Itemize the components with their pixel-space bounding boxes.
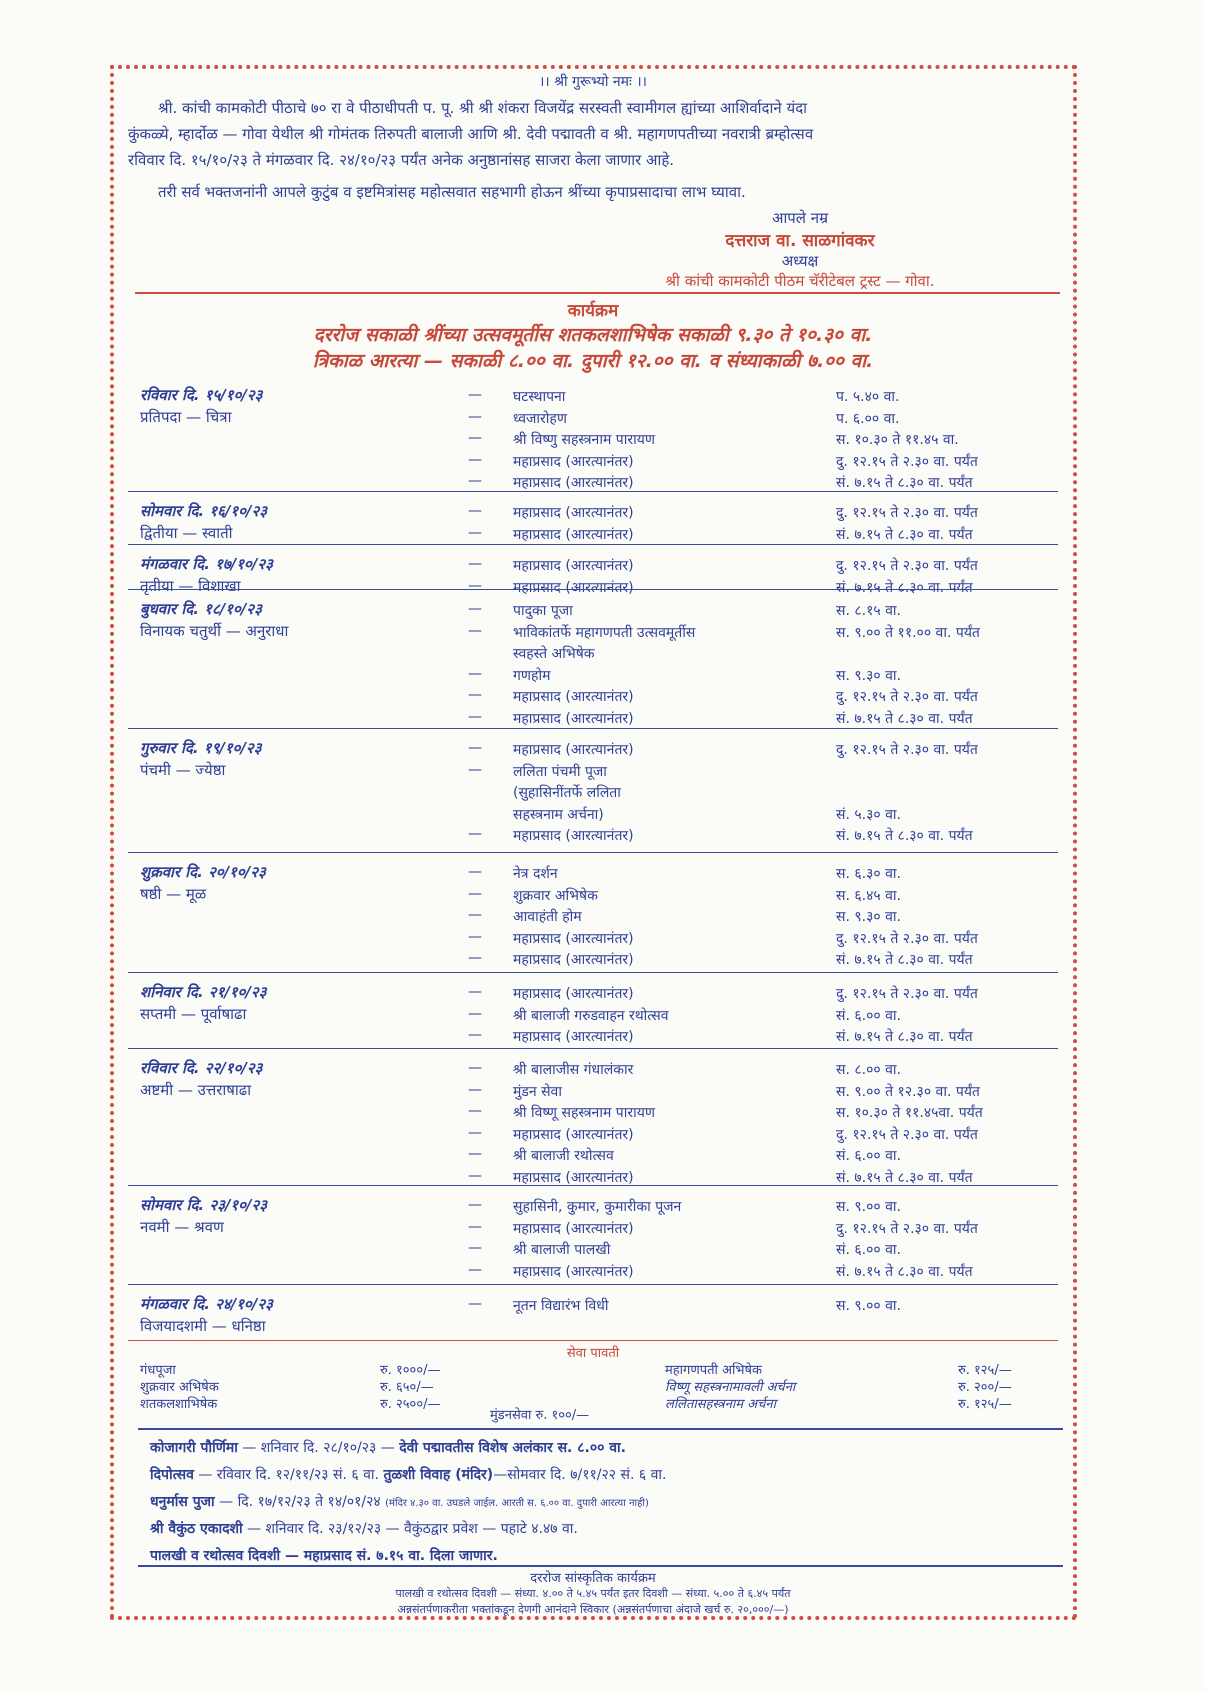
day-heading: सोमवार दि. १६/१०/२३ xyxy=(140,502,268,520)
invocation: ।। श्री गुरूभ्यो नमः ।। xyxy=(539,74,647,90)
seva-section xyxy=(128,1343,1058,1361)
dash-separator: — xyxy=(468,524,482,541)
event-time: स. ८.१५ वा. xyxy=(836,603,901,619)
event-time: सं. ७.१५ ते ८.३० वा. पर्यंत xyxy=(836,710,973,727)
event-name: ललिता पंचमी पूजा xyxy=(513,763,607,780)
event-name: महाप्रसाद (आरत्यानंतर) xyxy=(513,475,634,491)
dash-separator: — xyxy=(468,1261,482,1278)
schedule-row xyxy=(128,950,1058,972)
event-time: प. ६.०० वा. xyxy=(836,410,900,427)
program-aarti-line: त्रिकाळ आरत्या — सकाळी ८.०० वा. दुपारी १२.०० वा. व संध्याकाळी ७.०० वा. xyxy=(312,350,874,372)
cultural-title: दररोज सांस्कृतिक कार्यक्रम xyxy=(530,1571,656,1586)
seva-item-price: रु. १२५/— xyxy=(958,1397,1012,1412)
event-name: महाप्रसाद (आरत्यानंतर) xyxy=(513,526,634,543)
dash-separator: — xyxy=(468,601,482,617)
schedule-row xyxy=(128,783,1058,805)
event-time: सं. ६.०० वा. xyxy=(836,1242,901,1258)
day-divider xyxy=(128,1340,1058,1341)
seva-item-price: रु. २००/— xyxy=(958,1380,1012,1395)
event-name: महाप्रसाद (आरत्यानंतर) xyxy=(513,742,634,758)
day-tithi: सप्तमी — पूर्वाषाढा xyxy=(140,1005,247,1023)
event-name: महाप्रसाद (आरत्यानंतर) xyxy=(513,986,634,1002)
event-name: श्री विष्णू सहस्त्रनाम पारायण xyxy=(513,1105,655,1121)
schedule-row xyxy=(128,1125,1058,1147)
event-name: महाप्रसाद (आरत्यानंतर) xyxy=(513,505,634,521)
footer-dipotsav: दिपोत्सव — रविवार दि. १२/११/२३ सं. ६ वा. तुळशी विवाह (मंदिर)—सोमवार दि. ७/११/२२ सं. ६ वा. xyxy=(150,1467,667,1483)
signature-title: अध्यक्ष xyxy=(781,252,819,270)
footer-vaikuntha: श्री वैकुंठ एकादशी — शनिवार दि. २३/१२/२३ — वैकुंठद्वार प्रवेश — पहाटे ४.४७ वा. xyxy=(150,1521,578,1537)
event-time: सं. ७.१५ ते ८.३० वा. पर्यंत xyxy=(836,1263,973,1280)
event-time: स. ९.३० वा. xyxy=(836,667,901,684)
dash-separator: — xyxy=(468,761,482,778)
dash-separator: — xyxy=(468,1027,482,1043)
schedule-row xyxy=(128,886,1058,908)
dash-separator: — xyxy=(468,451,482,468)
day-divider xyxy=(128,1185,1058,1186)
day-divider xyxy=(128,852,1058,853)
event-name: श्री बालाजी गरुडवाहन रथोत्सव xyxy=(513,1007,669,1024)
event-name: श्री बालाजी पालखी xyxy=(513,1242,611,1258)
event-name: महाप्रसाद (आरत्यानंतर) xyxy=(513,1126,634,1143)
event-name: महाप्रसाद (आरत्यानंतर) xyxy=(513,453,634,470)
day-divider xyxy=(128,972,1058,973)
event-time: दु. १२.१५ ते २.३० वा. पर्यंत xyxy=(836,1126,978,1143)
event-time: सं. ६.०० वा. xyxy=(836,1148,901,1164)
event-time: सं. ७.१५ ते ८.३० वा. पर्यंत xyxy=(836,526,973,543)
signature-block xyxy=(600,208,1000,291)
event-time: स. ६.३० वा. xyxy=(836,866,901,882)
schedule-row xyxy=(128,409,1058,431)
day-tithi: पंचमी — ज्येष्ठा xyxy=(140,761,226,779)
event-time: स. ८.०० वा. xyxy=(836,1062,901,1078)
day-heading: मंगळवार दि. १७/१०/२३ xyxy=(140,555,273,573)
event-name: महाप्रसाद (आरत्यानंतर) xyxy=(513,828,634,844)
schedule-row xyxy=(128,907,1058,929)
day-heading: सोमवार दि. २३/१०/२३ xyxy=(140,1196,268,1214)
dash-separator: — xyxy=(468,928,482,945)
event-time: दु. १२.१५ ते २.३० वा. पर्यंत xyxy=(836,986,978,1002)
event-name: महाप्रसाद (आरत्यानंतर) xyxy=(513,930,634,947)
event-name: महाप्रसाद (आरत्यानंतर) xyxy=(513,579,634,596)
dash-separator: — xyxy=(468,1124,482,1141)
day-tithi: द्वितीया — स्वाती xyxy=(140,524,233,542)
event-name: गणहोम xyxy=(513,667,551,684)
dash-separator: — xyxy=(468,950,482,966)
intro-line-3: रविवार दि. १५/१०/२३ ते मंगळवार दि. २४/१०/२३ पर्यंत अनेक अनुष्ठानांसह साजरा केला जाणार आहे. xyxy=(128,151,675,169)
event-time: दु. १२.१५ ते २.३० वा. पर्यंत xyxy=(836,505,978,521)
seva-item-price: रु. १०००/— xyxy=(380,1363,441,1378)
intro-line-4: तरी सर्व भक्तजनांनी आपले कुटुंब व इष्टमित्रांसह महोत्सवात सहभागी होऊन श्रींच्या कृपाप्रसादाचा लाभ घ्यावा. xyxy=(158,183,746,201)
dash-separator: — xyxy=(468,473,482,489)
schedule-row xyxy=(128,864,1058,886)
event-name: घटस्थापना xyxy=(513,389,566,405)
dash-separator: — xyxy=(468,577,482,594)
dash-separator: — xyxy=(468,665,482,682)
event-time: स. ९.०० वा. xyxy=(836,1199,901,1215)
seva-item-name: ललितासहस्त्रनाम अर्चना xyxy=(665,1397,776,1412)
dash-separator: — xyxy=(468,556,482,572)
program-header xyxy=(128,298,1058,373)
dash-separator: — xyxy=(468,622,482,639)
schedule-row xyxy=(128,1262,1058,1284)
schedule-row xyxy=(128,687,1058,709)
event-time: दु. १२.१५ ते २.३० वा. पर्यंत xyxy=(836,930,978,947)
day-heading: बुधवार दि. १८/१०/२३ xyxy=(140,600,262,618)
dash-separator: — xyxy=(468,1146,482,1162)
seva-item-name: शतकलशाभिषेक xyxy=(140,1397,218,1412)
document-body xyxy=(128,70,1058,205)
schedule-row xyxy=(128,1082,1058,1104)
event-name: सुहासिनी, कुमार, कुमारीका पूजन xyxy=(513,1199,682,1215)
cultural-timing: पालखी व रथोत्सव दिवशी — संध्या. ४.०० ते ५.४५ पर्यंत इतर दिवशी — संध्या. ५.०० ते ६.४५ पर्यंत xyxy=(395,1587,791,1600)
dash-separator: — xyxy=(468,826,482,842)
seva-item-price: रु. ६५०/— xyxy=(380,1380,434,1395)
day-tithi: विनायक चतुर्थी — अनुराधा xyxy=(140,622,289,640)
event-name: महाप्रसाद (आरत्यानंतर) xyxy=(513,1029,634,1045)
schedule-row xyxy=(128,740,1058,762)
event-time: स. १०.३० ते ११.४५वा. पर्यंत xyxy=(836,1105,983,1121)
event-time: स. १०.३० ते ११.४५ वा. xyxy=(836,432,959,448)
dash-separator: — xyxy=(468,408,482,425)
dash-separator: — xyxy=(468,864,482,880)
event-time: सं. ७.१५ ते ८.३० वा. पर्यंत xyxy=(836,1029,973,1045)
event-name: शुक्रवार अभिषेक xyxy=(513,887,598,904)
event-time: सं. ७.१५ ते ८.३० वा. पर्यंत xyxy=(836,828,973,844)
event-time: स. ९.०० ते १२.३० वा. पर्यंत xyxy=(836,1083,980,1100)
schedule-row xyxy=(128,666,1058,688)
schedule-row xyxy=(128,984,1058,1006)
dash-separator: — xyxy=(468,1060,482,1076)
seva-item-name: विष्णू सहस्त्रनामावली अर्चना xyxy=(665,1380,796,1395)
event-time: प. ५.४० वा. xyxy=(836,389,900,405)
day-heading: रविवार दि. १५/१०/२३ xyxy=(140,386,263,404)
dash-separator: — xyxy=(468,708,482,725)
day-heading: रविवार दि. २२/१०/२३ xyxy=(140,1059,263,1077)
event-name: ध्वजारोहण xyxy=(513,410,567,427)
program-daily-line: दररोज सकाळी श्रींच्या उत्सवमूर्तीस शतकलशाभिषेक सकाळी ९.३० ते १०.३० वा. xyxy=(313,324,873,346)
dash-separator: — xyxy=(468,1103,482,1119)
program-title: कार्यक्रम xyxy=(567,301,619,321)
schedule-row xyxy=(128,1146,1058,1168)
intro-line-1: श्री. कांची कामकोटी पीठाचे ७० रा वे पीठाधीपती प. पू. श्री श्री शंकरा विजयेंद्र सरस्वती स्वामीगल ह्यांच्या आशिर्वादाने यंदा xyxy=(158,99,808,117)
dash-separator: — xyxy=(468,1296,482,1312)
event-time: सं. ७.१५ ते ८.३० वा. पर्यंत xyxy=(836,475,973,491)
footer-kojagiri: कोजागरी पौर्णिमा — शनिवार दि. २८/१०/२३ — देवी पद्मावतीस विशेष अलंकार स. ८.०० वा. xyxy=(150,1440,626,1456)
divider xyxy=(135,292,1060,294)
event-name: श्री बालाजीस गंधालंकार xyxy=(513,1062,634,1078)
event-name: पादुका पूजा xyxy=(513,603,573,619)
schedule-row xyxy=(128,929,1058,951)
event-name: महाप्रसाद (आरत्यानंतर) xyxy=(513,1263,634,1280)
day-heading: गुरुवार दि. १९/१०/२३ xyxy=(140,739,262,757)
schedule-row xyxy=(128,805,1058,827)
event-name: महाप्रसाद (आरत्यानंतर) xyxy=(513,689,634,705)
schedule-row xyxy=(128,1296,1058,1318)
event-name: महाप्रसाद (आरत्यानंतर) xyxy=(513,1169,634,1186)
dash-separator: — xyxy=(468,1005,482,1022)
seva-title: सेवा पावती xyxy=(566,1346,620,1361)
divider xyxy=(138,1428,1063,1430)
event-time: दु. १२.१५ ते २.३० वा. पर्यंत xyxy=(836,742,978,758)
day-heading: शुक्रवार दि. २०/१०/२३ xyxy=(140,863,266,881)
schedule-row xyxy=(128,1197,1058,1219)
schedule-row xyxy=(128,601,1058,623)
footer-dhanurmas: धनुर्मास पुजा — दि. १७/१२/२३ ते १४/०१/२४ (मंदिर ४.३० वा. उघडले जाईल. आरती स. ६.०० वा. दुपारी आरत्या नाही) xyxy=(150,1494,649,1510)
event-name: भाविकांतर्फे महागणपती उत्सवमूर्तीस xyxy=(513,624,696,641)
seva-item-price: रु. २५००/— xyxy=(380,1397,441,1412)
event-time: सं. ६.०० वा. xyxy=(836,1007,901,1024)
event-time: सं. ७.१५ ते ८.३० वा. पर्यंत xyxy=(836,952,973,968)
dash-separator: — xyxy=(468,1240,482,1256)
day-divider xyxy=(128,1284,1058,1285)
schedule-row xyxy=(128,1060,1058,1082)
dash-separator: — xyxy=(468,687,482,703)
schedule-row xyxy=(128,623,1058,645)
dash-separator: — xyxy=(468,1081,482,1098)
day-tithi: नवमी — श्रवण xyxy=(140,1218,224,1236)
schedule-row xyxy=(128,826,1058,848)
footer-palkhi: पालखी व रथोत्सव दिवशी — महाप्रसाद सं. ७.१५ वा. दिला जाणार. xyxy=(150,1548,498,1564)
event-name: महाप्रसाद (आरत्यानंतर) xyxy=(513,558,634,574)
event-time: दु. १२.१५ ते २.३० वा. पर्यंत xyxy=(836,689,978,705)
event-time: दु. १२.१५ ते २.३० वा. पर्यंत xyxy=(836,558,978,574)
schedule-row xyxy=(128,762,1058,784)
event-name: श्री विष्णु सहस्त्रनाम पारायण xyxy=(513,432,655,448)
divider xyxy=(138,1565,1063,1567)
seva-item-name: शुक्रवार अभिषेक xyxy=(140,1380,219,1395)
event-name: (सुहासिनींतर्फे ललिता xyxy=(513,785,621,801)
intro-line-2: कुंकळ्ये, म्हार्दोळ — गोवा येथील श्री गोमंतक तिरुपती बालाजी आणि श्री. देवी पद्मावती व श्री. महागणपतीच्या नवरात्री ब्रम्होत्सव xyxy=(128,125,814,143)
dash-separator: — xyxy=(468,740,482,756)
event-time: सं. ५.३० वा. xyxy=(836,806,901,823)
intro-paragraph xyxy=(128,95,1058,205)
schedule-row xyxy=(128,503,1058,525)
day-divider xyxy=(128,491,1058,492)
event-name: महाप्रसाद (आरत्यानंतर) xyxy=(513,710,634,727)
dash-separator: — xyxy=(468,1218,482,1235)
dash-separator: — xyxy=(468,503,482,519)
day-divider xyxy=(128,589,1058,590)
day-divider xyxy=(128,544,1058,545)
dash-separator: — xyxy=(468,430,482,446)
annadan-note: अन्नसंतर्पणाकरीता भक्तांकडून देणगी आनंदाने स्विकार (अन्नसंतर्पणाचा अंदाजे खर्च रु. २०,०००/—) xyxy=(397,1603,789,1616)
signature-org: श्री कांची कामकोटी पीठम चॅरीटेबल ट्रस्ट — गोवा. xyxy=(665,272,935,290)
event-time: सं. ७.१५ ते ८.३० वा. पर्यंत xyxy=(836,579,973,596)
event-name: महाप्रसाद (आरत्यानंतर) xyxy=(513,952,634,968)
event-time: स. ९.३० वा. xyxy=(836,909,901,925)
day-heading: मंगळवार दि. २४/१०/२३ xyxy=(140,1295,273,1313)
schedule-row xyxy=(128,644,1058,666)
signature-name: दत्तराज वा. साळगांवकर xyxy=(725,231,875,251)
day-divider xyxy=(128,728,1058,729)
schedule-row xyxy=(128,1168,1058,1190)
mundan-seva: मुंडनसेवा रु. १००/— xyxy=(490,1408,590,1423)
dash-separator: — xyxy=(468,1167,482,1184)
event-name: महाप्रसाद (आरत्यानंतर) xyxy=(513,1220,634,1237)
day-tithi: तृतीया — विशाखा xyxy=(140,577,241,595)
event-name: सहस्त्रनाम अर्चना) xyxy=(513,806,604,823)
dash-separator: — xyxy=(468,984,482,1000)
day-divider xyxy=(128,1048,1058,1049)
day-tithi: प्रतिपदा — चित्रा xyxy=(140,408,232,426)
schedule-row xyxy=(128,1027,1058,1049)
seva-item-price: रु. १२५/— xyxy=(958,1363,1012,1378)
event-time: स. ९.०० ते ११.०० वा. पर्यंत xyxy=(836,624,980,641)
event-time: दु. १२.१५ ते २.३० वा. पर्यंत xyxy=(836,1220,978,1237)
event-name: मुंडन सेवा xyxy=(513,1083,562,1100)
schedule-row xyxy=(128,430,1058,452)
schedule-row xyxy=(128,387,1058,409)
schedule-row xyxy=(128,1103,1058,1125)
signature-greeting: आपले नम्र xyxy=(771,209,829,227)
event-time: दु. १२.१५ ते २.३० वा. पर्यंत xyxy=(836,453,978,470)
day-tithi: अष्टमी — उत्तराषाढा xyxy=(140,1081,252,1099)
schedule-row xyxy=(128,1219,1058,1241)
day-tithi: षष्ठी — मूळ xyxy=(140,885,207,903)
schedule-row xyxy=(128,1006,1058,1028)
event-name: श्री बालाजी रथोत्सव xyxy=(513,1148,614,1164)
event-time: स. ९.०० वा. xyxy=(836,1298,901,1314)
dash-separator: — xyxy=(468,907,482,923)
dash-separator: — xyxy=(468,885,482,902)
day-tithi: विजयादशमी — धनिष्ठा xyxy=(140,1317,266,1335)
schedule-row xyxy=(128,556,1058,578)
event-name: स्वहस्ते अभिषेक xyxy=(513,646,595,662)
dash-separator: — xyxy=(468,387,482,403)
event-time: स. ६.४५ वा. xyxy=(836,887,901,904)
seva-item-name: गंधपूजा xyxy=(140,1363,176,1378)
event-time: सं. ७.१५ ते ८.३० वा. पर्यंत xyxy=(836,1169,973,1186)
schedule-row xyxy=(128,1240,1058,1262)
dash-separator: — xyxy=(468,1197,482,1213)
day-heading: शनिवार दि. २१/१०/२३ xyxy=(140,983,267,1001)
schedule-row xyxy=(128,452,1058,474)
event-name: नेत्र दर्शन xyxy=(513,866,558,882)
seva-item-name: महागणपती अभिषेक xyxy=(665,1363,762,1378)
event-name: नूतन विद्यारंभ विधी xyxy=(513,1298,609,1314)
event-name: आवाहंती होम xyxy=(513,909,582,925)
